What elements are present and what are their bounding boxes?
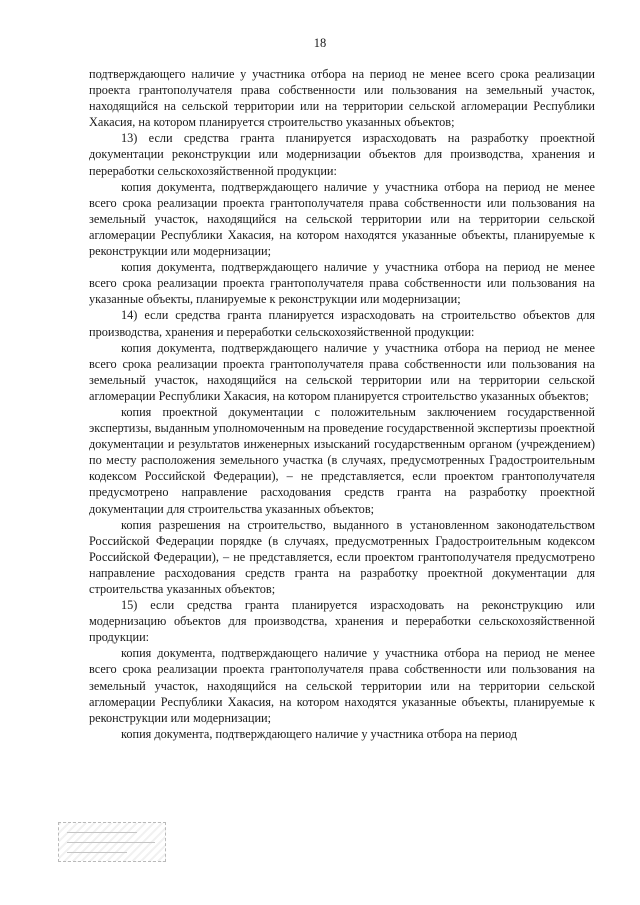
body-paragraph: копия документа, подтверждающего наличие у участника отбора на период не менее всего срока реализации проекта грантополучателя права собственности или пользования на указанные объекты, планируемые к реконструкции или модернизации;: [89, 260, 595, 307]
body-paragraph: копия документа, подтверждающего наличие у участника отбора на период не менее всего срока реализации проекта грантополучателя права собственности или пользования на земельный участок, находящийся на сельской территории или на территории сельской агломерации Республики Хакасия, на котором находятся указанные объекты, планируемые к реконструкции или модернизации;: [89, 179, 595, 259]
body-paragraph: 15) если средства гранта планируется израсходовать на реконструкцию или модернизацию объектов для производства, хранения и переработки сельскохозяйственной продукции:: [89, 598, 595, 645]
body-paragraph: копия документа, подтверждающего наличие у участника отбора на период не менее всего срока реализации проекта грантополучателя права собственности или пользования на земельный участок, находящийся на сельской территории или на территории сельской агломерации Республики Хакасия, на котором планируется строительство указанных объектов;: [89, 340, 595, 403]
body-paragraph: 14) если средства гранта планируется израсходовать на строительство объектов для производства, хранения и переработки сельскохозяйственной продукции:: [89, 308, 595, 339]
body-paragraph: копия проектной документации с положительным заключением государственной экспертизы, выданным уполномоченным на проведение государственной экспертизы проектной документации и результатов инженерных изысканий государственным органом (учреждением) по месту расположения земельного участка (в случаях, предусмотренных Градостроительным кодексом Российской Федерации), – не представляется, если проектом грантополучателя предусмотрено направление расходования средств гранта на разработку проектной документации для строительства указанных объектов;: [89, 404, 595, 516]
body-paragraph: копия разрешения на строительство, выданного в установленном законодательством Российской Федерации порядке (в случаях, предусмотренных Градостроительным кодексом Российской Федерации), – не представляется, если проектом грантополучателя предусмотрено направление расходования средств гранта на разработку проектной документации для строительства указанных объектов;: [89, 517, 595, 596]
body-paragraph: копия документа, подтверждающего наличие у участника отбора на период: [121, 726, 518, 741]
document-body: [89, 66, 595, 742]
page-number: 18: [313, 36, 327, 50]
body-paragraph: 13) если средства гранта планируется израсходовать на разработку проектной документации реконструкции или модернизации объектов для производства, хранения и переработки сельскохозяйственной продукции:: [89, 131, 595, 178]
body-paragraph: подтверждающего наличие у участника отбора на период не менее всего срока реализации проекта грантополучателя права собственности или пользования на земельный участок, находящийся на сельской территории или на территории сельской агломерации Республики Хакасия, на котором планируется строительство указанных объектов;: [89, 67, 595, 130]
body-paragraph: копия документа, подтверждающего наличие у участника отбора на период не менее всего срока реализации проекта грантополучателя права собственности или пользования на земельный участок, находящийся на сельской территории или на территории сельской агломерации Республики Хакасия, на котором находятся указанные объекты, планируемые к реконструкции или модернизации;: [89, 646, 595, 725]
faint-stamp: [58, 822, 166, 862]
